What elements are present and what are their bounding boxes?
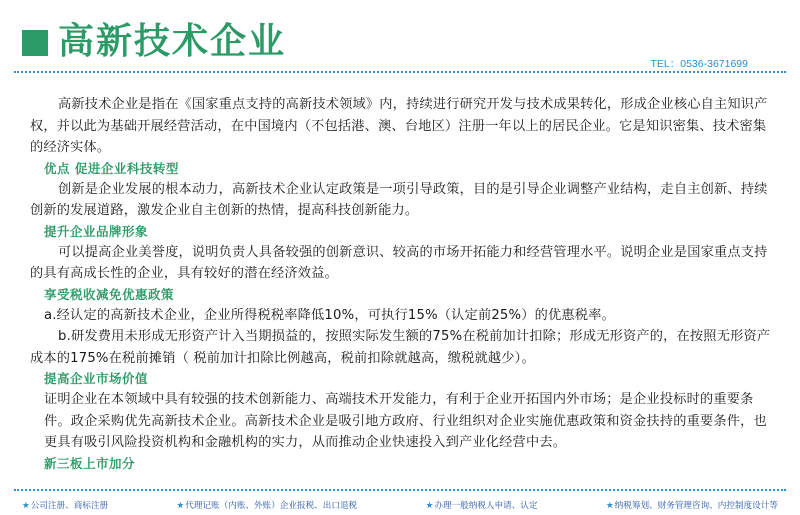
star-icon: ★ [605, 501, 614, 511]
footer-item-label: 代理记账（内账、外账）企业报税、出口退税 [185, 501, 358, 511]
intro-paragraph: 高新技术企业是指在《国家重点支持的高新技术领域》内，持续进行研究开发与技术成果转化，形成企业核心自主知识产权，并以此为基础开展经营活动，在中国境内（不包括港、澳、台地区）注册一年以上的居民企业。它是知识密集、技术密集的经济实体。 [30, 97, 768, 155]
section-heading-neeq: 新三板上市加分 [44, 455, 136, 471]
section-heading-tax: 享受税收减免优惠政策 [44, 286, 175, 302]
section-paragraph: a.经认定的高新技术企业，企业所得税税率降低10%，可执行15%（认定前25%）的优惠税率。 [44, 307, 615, 323]
footer-item-label: 办理一般纳税人申请、认定 [434, 501, 538, 511]
footer-item [426, 499, 538, 511]
star-icon: ★ [22, 501, 30, 511]
section-paragraph: 创新是企业发展的根本动力，高新技术企业认定政策是一项引导政策，目的是引导企业调整产业结构，走自主创新、持续创新的发展道路，激发企业自主创新的热情，提高科技创新能力。 [30, 181, 768, 218]
section-heading-market: 提高企业市场价值 [44, 371, 149, 386]
star-icon: ★ [425, 501, 434, 511]
section-paragraph: 可以提高企业美誉度，说明负责人具备较强的创新意识、较高的市场开拓能力和经营管理水平。说明企业是国家重点支持的具有高成长性的企业，具有较好的潜在经济效益。 [30, 244, 768, 281]
section-heading-advantage: 优点 促进企业科技转型 [44, 160, 179, 176]
main-content [30, 94, 778, 474]
page-header [0, 0, 800, 82]
header-divider [14, 71, 786, 73]
footer-item-label: 公司注册、商标注册 [30, 501, 109, 511]
section-paragraph: b.研发费用未形成无形资产计入当期损益的，按照实际发生额的75%在税前加计扣除；形成无形资产的，在按照无形资产成本的175%在税前摊销（ 税前加计扣除比例越高，税前扣除就越高，缴税就越少）。 [30, 329, 771, 366]
footer-item [606, 499, 778, 511]
star-icon: ★ [176, 501, 185, 511]
footer-services [22, 498, 778, 512]
page-title: 高新技术企业 [58, 21, 287, 62]
section-heading-brand: 提升企业品牌形象 [44, 223, 149, 239]
footer-item [177, 499, 358, 511]
footer-divider [14, 489, 786, 491]
title-square-icon [22, 30, 48, 56]
section-paragraph: 证明企业在本领域中具有较强的技术创新能力、高端技术开发能力，有利于企业开拓国内外市场；是企业投标时的重要条件。政企采购优先高新技术企业。高新技术企业是吸引地方政府、行业组织对企业实施优惠政策和资金扶持的重要条件，也更具有吸引风险投资机构和金融机构的实力，从而推动企业快速投入到产业化经营中去。 [44, 392, 767, 450]
telephone-number: TEL：0536-3671699 [650, 58, 748, 70]
footer-item-label: 纳税筹划、财务管理咨询、内控制度设计等 [614, 501, 778, 511]
footer-item [22, 499, 108, 511]
